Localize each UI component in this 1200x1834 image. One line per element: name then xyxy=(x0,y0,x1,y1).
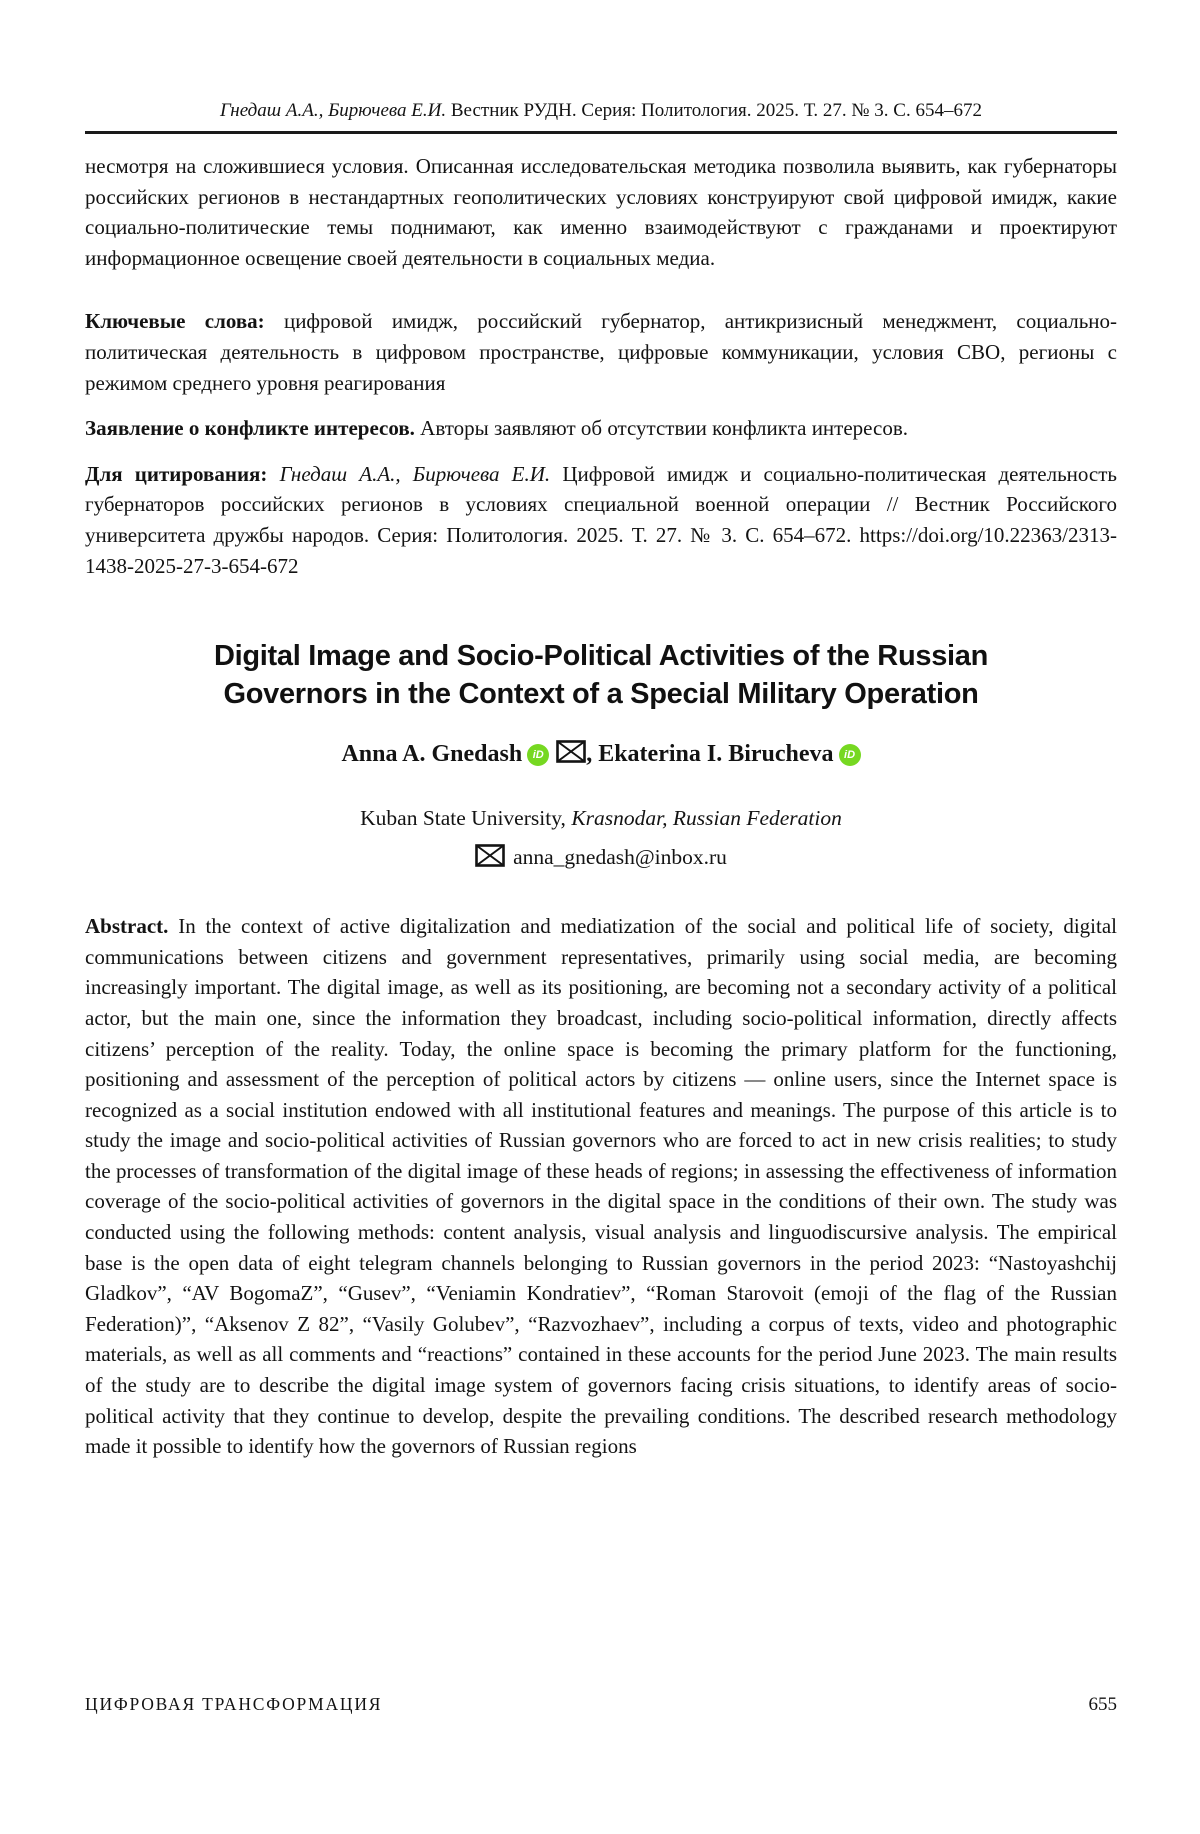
orcid-icon[interactable]: iD xyxy=(527,744,549,766)
running-head-authors: Гнедаш А.А., Бирючева Е.И. xyxy=(220,100,447,121)
conflict-text: Авторы заявляют об отсутствии конфликта интересов. xyxy=(420,416,909,441)
keywords-paragraph xyxy=(85,306,1117,398)
continuation-paragraph: несмотря на сложившиеся условия. Описанная исследовательская методика позволила выявить, как губернаторы российских регионов в нестандартных геополитических условиях конструируют свой цифровой имидж, какие социально-политические темы поднимают, как именно взаимодействуют с гражданами и проектируют информационное освещение своей деятельности в социальных медиа. xyxy=(85,154,1117,270)
doi-link[interactable]: https://doi.org/10.22363/2313-1438-2025-27-3-654-672 xyxy=(85,522,1118,578)
conflict-of-interest-paragraph xyxy=(85,413,1117,444)
keywords-label: Ключевые слова: xyxy=(85,309,265,334)
footer-section-title: ЦИФРОВАЯ ТРАНСФОРМАЦИЯ xyxy=(85,1694,383,1714)
affiliation-line xyxy=(85,805,1117,831)
abstract-label: Abstract. xyxy=(85,914,169,939)
citation-text: Цифровой имидж и социально-политическая деятельность губернаторов российских регионов в условиях специальной военной операции // Вестник Российского университета дружбы народов. Серия: Политология. 2025. Т. 27. № 3. С. 654–672. xyxy=(85,461,1118,547)
abstract-paragraph xyxy=(85,911,1117,1462)
orcid-icon[interactable]: iD xyxy=(839,744,861,766)
page-number: 655 xyxy=(1088,1694,1117,1715)
author-name-1: Anna A. Gnedash xyxy=(341,741,523,768)
email-line xyxy=(85,844,1117,873)
affiliation-location: Krasnodar, Russian Federation xyxy=(571,806,842,831)
email-envelope-icon xyxy=(475,844,505,873)
keywords-text: цифровой имидж, российский губернатор, антикризисный менеджмент, социально-политическая деятельность в цифровом пространстве, цифровые коммуникации, условия СВО, регионы с режимом среднего уровня реагирования xyxy=(85,309,1117,395)
authors-separator: , xyxy=(586,741,593,768)
abstract-text: In the context of active digitalization and mediatization of the social and political life of society, digital communications between citizens and government representatives, primarily using social media, are becoming increasingly important. The digital image, as well as its positioning, are becoming not a secondary activity of a political actor, but the main one, since the information they broadcast, including socio-political information, directly affects citizens’ perception of the reality. Today, the online space is becoming the primary platform for the functioning, positioning and assessment of the perception of political actors by citizens — online users, since the Internet space is recognized as a social institution endowed with all institutional features and meanings. The purpose of this article is to study the image and socio-political activities of Russian governors who are forced to act in new crisis realities; to study the processes of transformation of the digital image of these heads of regions; in assessing the effectiveness of information coverage of the socio-political activities of governors in the digital space in the conditions of their own. The study was conducted using the following methods: content analysis, visual analysis and linguodiscursive analysis. The empirical base is the open data of eight telegram channels belonging to Russian governors in the period 2023: “Nastoyashchij Gladkov”, “AV BogomaZ”, “Gusev”, “Veniamin Kondratiev”, “Roman Starovoit (emoji of the flag of the Russian Federation)”, “Aksenov Z 82”, “Vasily Golubev”, “Razvozhaev”, including a corpus of texts, video and photographic materials, as well as all comments and “reactions” contained in these accounts for the period June 2023. The main results of the study are to describe the digital image system of governors facing crisis situations, to identify areas of socio-political activity that they continue to develop, despite the prevailing conditions. The described research methodology made it possible to identify how the governors of Russian regions xyxy=(85,914,1117,1459)
conflict-label: Заявление о конфликте интересов. xyxy=(85,416,415,441)
citation-label: Для цитирования: xyxy=(85,461,268,486)
corresponding-author-envelope-icon[interactable] xyxy=(556,740,586,771)
affiliation-university: Kuban State University, xyxy=(360,806,566,831)
email-address[interactable]: anna_gnedash@inbox.ru xyxy=(513,845,727,870)
citation-paragraph xyxy=(85,459,1117,581)
author-name-2: Ekaterina I. Birucheva xyxy=(598,741,834,768)
article-title: Digital Image and Socio-Political Activities of the Russian Governors in the Context of a Special Military Operation xyxy=(213,640,989,711)
page-footer xyxy=(85,1694,1117,1716)
authors-line xyxy=(85,739,1117,771)
running-head-journal: Вестник РУДН. Серия: Политология. 2025. Т. 27. № 3. С. 654–672 xyxy=(450,100,982,121)
header-rule xyxy=(85,131,1117,134)
running-head xyxy=(85,100,1117,122)
citation-authors: Гнедаш А.А., Бирючева Е.И. xyxy=(279,461,551,486)
